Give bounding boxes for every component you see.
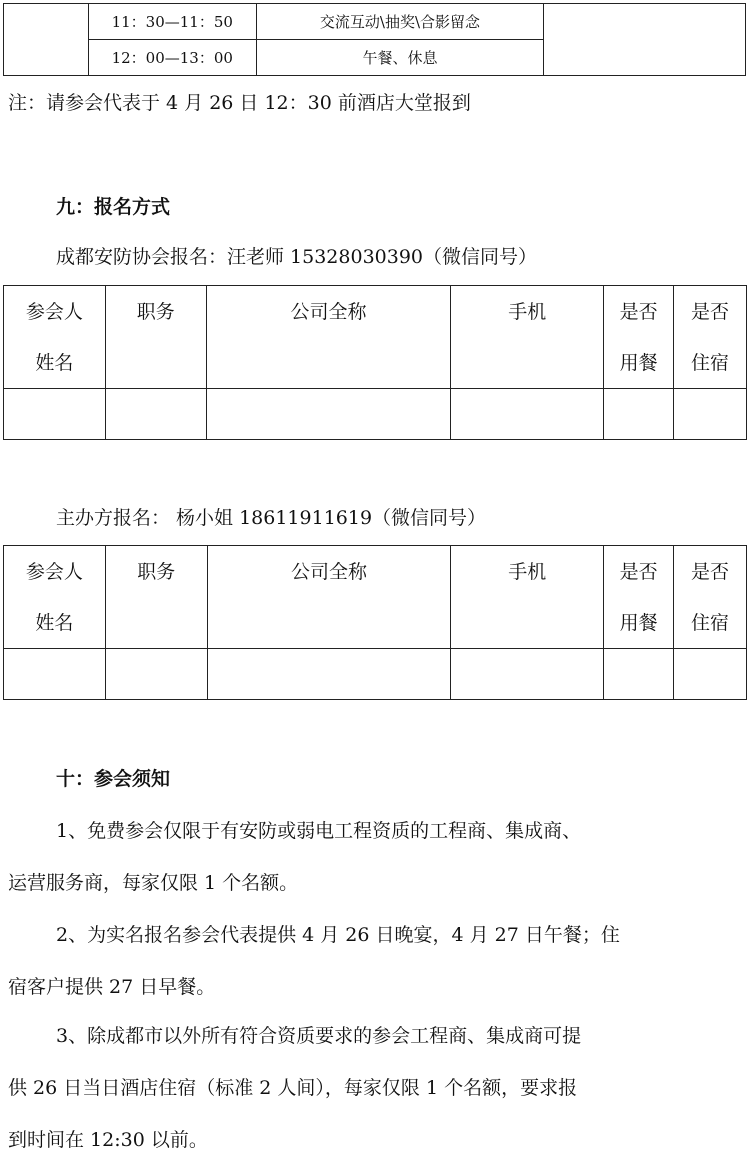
organizer-registration-table	[3, 545, 747, 700]
header-position: 职务	[105, 546, 207, 649]
section-10-heading: 十：参会须知	[56, 768, 171, 790]
input-cell[interactable]	[105, 649, 207, 700]
input-cell[interactable]	[4, 649, 106, 700]
input-cell[interactable]	[674, 649, 747, 700]
section-9-heading: 九：报名方式	[56, 196, 171, 218]
schedule-activity: 午餐、休息	[256, 40, 544, 76]
header-attendee-name: 参会人 姓名	[4, 546, 106, 649]
header-lodging: 是否 住宿	[674, 286, 747, 389]
table-row	[4, 649, 747, 700]
schedule-activity: 交流互动\抽奖\合影留念	[256, 4, 544, 40]
notice-line: 运营服务商，每家仅限 1 个名额。	[8, 872, 299, 894]
schedule-cell-blank	[4, 4, 89, 76]
header-meal: 是否 用餐	[604, 286, 674, 389]
schedule-table	[3, 3, 746, 76]
notice-line: 3、除成都市以外所有符合资质要求的参会工程商、集成商可提	[56, 1025, 582, 1047]
schedule-cell-blank	[544, 4, 746, 76]
input-cell[interactable]	[105, 389, 206, 440]
header-mobile: 手机	[451, 286, 604, 389]
input-cell[interactable]	[604, 649, 674, 700]
association-contact: 成都安防协会报名：汪老师 15328030390（微信同号）	[56, 246, 538, 268]
table-header-row	[4, 286, 747, 389]
organizer-contact: 主办方报名： 杨小姐 18611911619（微信同号）	[56, 507, 487, 529]
header-meal: 是否 用餐	[604, 546, 674, 649]
input-cell[interactable]	[207, 649, 451, 700]
input-cell[interactable]	[4, 389, 106, 440]
table-row	[4, 389, 747, 440]
notice-line: 宿客户提供 27 日早餐。	[8, 976, 216, 998]
table-row	[4, 4, 746, 40]
header-company-name: 公司全称	[206, 286, 451, 389]
input-cell[interactable]	[206, 389, 451, 440]
input-cell[interactable]	[604, 389, 674, 440]
notice-line: 1、免费参会仅限于有安防或弱电工程资质的工程商、集成商、	[56, 820, 582, 842]
header-position: 职务	[105, 286, 206, 389]
association-registration-table	[3, 285, 747, 440]
schedule-time: 12：00—13：00	[88, 40, 256, 76]
header-mobile: 手机	[451, 546, 604, 649]
notice-line: 到时间在 12:30 以前。	[8, 1129, 208, 1151]
header-lodging: 是否 住宿	[674, 546, 747, 649]
input-cell[interactable]	[451, 649, 604, 700]
input-cell[interactable]	[674, 389, 747, 440]
table-header-row	[4, 546, 747, 649]
notice-line: 供 26 日当日酒店住宿（标准 2 人间），每家仅限 1 个名额，要求报	[8, 1077, 578, 1099]
header-company-name: 公司全称	[207, 546, 451, 649]
input-cell[interactable]	[451, 389, 604, 440]
header-attendee-name: 参会人 姓名	[4, 286, 106, 389]
schedule-time: 11：30—11：50	[88, 4, 256, 40]
checkin-note: 注：请参会代表于 4 月 26 日 12：30 前酒店大堂报到	[8, 92, 471, 114]
notice-line: 2、为实名报名参会代表提供 4 月 26 日晚宴，4 月 27 日午餐；住	[56, 924, 620, 946]
